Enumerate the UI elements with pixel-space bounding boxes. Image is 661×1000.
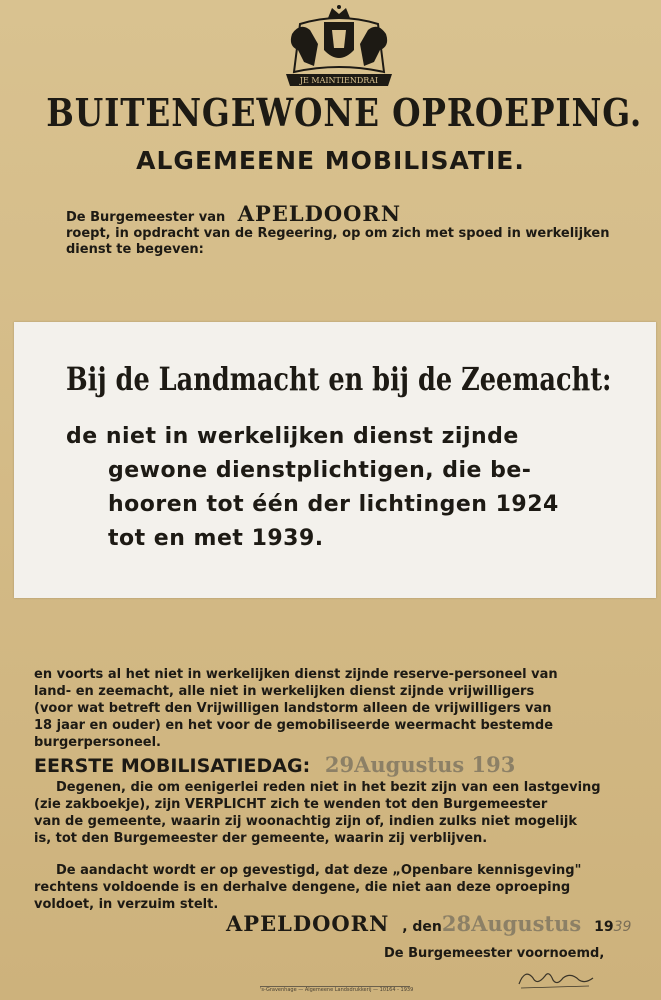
panel-heading: Bij de Landmacht en bij de Zeemacht:	[66, 360, 612, 398]
intro-line-1	[66, 201, 402, 227]
paragraph2-line: is, tot den Burgemeester der gemeente, waarin zij verblijven.	[34, 831, 488, 846]
closing-line	[226, 911, 632, 936]
signer-title: De Burgemeester voornoemd,	[384, 946, 605, 961]
paragraph1-line: land- en zeemacht, alle niet in werkelijken dienst zijnde vrijwilligers	[34, 684, 535, 699]
call-up-panel	[14, 322, 656, 598]
closing-den: , den	[402, 919, 442, 935]
closing-place: APELDOORN	[226, 911, 390, 936]
closing-year-handwritten: 39	[613, 919, 632, 935]
printer-footer: 's-Gravenhage — Algemeene Landsdrukkerij — 10164 - 1939	[260, 987, 414, 993]
paragraph1-line: burgerpersoneel.	[34, 735, 161, 750]
panel-line: gewone dienstplichtigen, die be-	[108, 458, 532, 483]
panel-line: hooren tot één der lichtingen 1924	[108, 492, 559, 517]
panel-line: tot en met 1939.	[108, 526, 324, 551]
paragraph1-line: 18 jaar en ouder) en het voor de gemobiliseerde weermacht bestemde	[34, 718, 554, 733]
first-day-date: 29Augustus 193	[324, 752, 516, 777]
first-mobilisation-day	[34, 752, 515, 777]
mayor-signature	[515, 960, 595, 995]
intro-line-2: roept, in opdracht van de Regeering, op om zich met spoed in werkelijken	[66, 226, 610, 241]
closing-year-printed: 19	[594, 919, 614, 935]
paragraph2-line: van de gemeente, waarin zij woonachtig zijn of, indien zulks niet mogelijk	[34, 814, 578, 829]
municipality-stamp: APELDOORN	[237, 201, 402, 226]
first-day-label: EERSTE MOBILISATIEDAG:	[34, 755, 311, 777]
paragraph3-line: De aandacht wordt er op gevestigd, dat deze „Openbare kennisgeving"	[56, 863, 582, 878]
panel-line: de niet in werkelijken dienst zijnde	[66, 424, 519, 449]
closing-date: 28Augustus	[441, 911, 582, 936]
paragraph3-line: rechtens voldoende is en derhalve dengene, die niet aan deze oproeping	[34, 880, 571, 895]
paragraph1-line: en voorts al het niet in werkelijken dienst zijnde reserve-personeel van	[34, 667, 558, 682]
paragraph2-line: Degenen, die om eenigerlei reden niet in het bezit zijn van een lastgeving	[56, 780, 601, 795]
poster-subtitle: ALGEMEENE MOBILISATIE.	[136, 146, 525, 175]
paragraph3-line: voldoet, in verzuim stelt.	[34, 897, 219, 912]
royal-coat-of-arms-icon	[280, 4, 398, 88]
intro-line-3: dienst te begeven:	[66, 242, 204, 257]
poster-title: BUITENGEWONE OPROEPING.	[46, 90, 643, 135]
paragraph1-line: (voor wat betreft den Vrijwilligen landstorm alleen de vrijwilligers van	[34, 701, 552, 716]
intro-prefix: De Burgemeester van	[66, 210, 226, 225]
motto-text: JE MAINTIENDRAI	[299, 76, 379, 85]
paragraph2-line: (zie zakboekje), zijn VERPLICHT zich te wenden tot den Burgemeester	[34, 797, 548, 812]
